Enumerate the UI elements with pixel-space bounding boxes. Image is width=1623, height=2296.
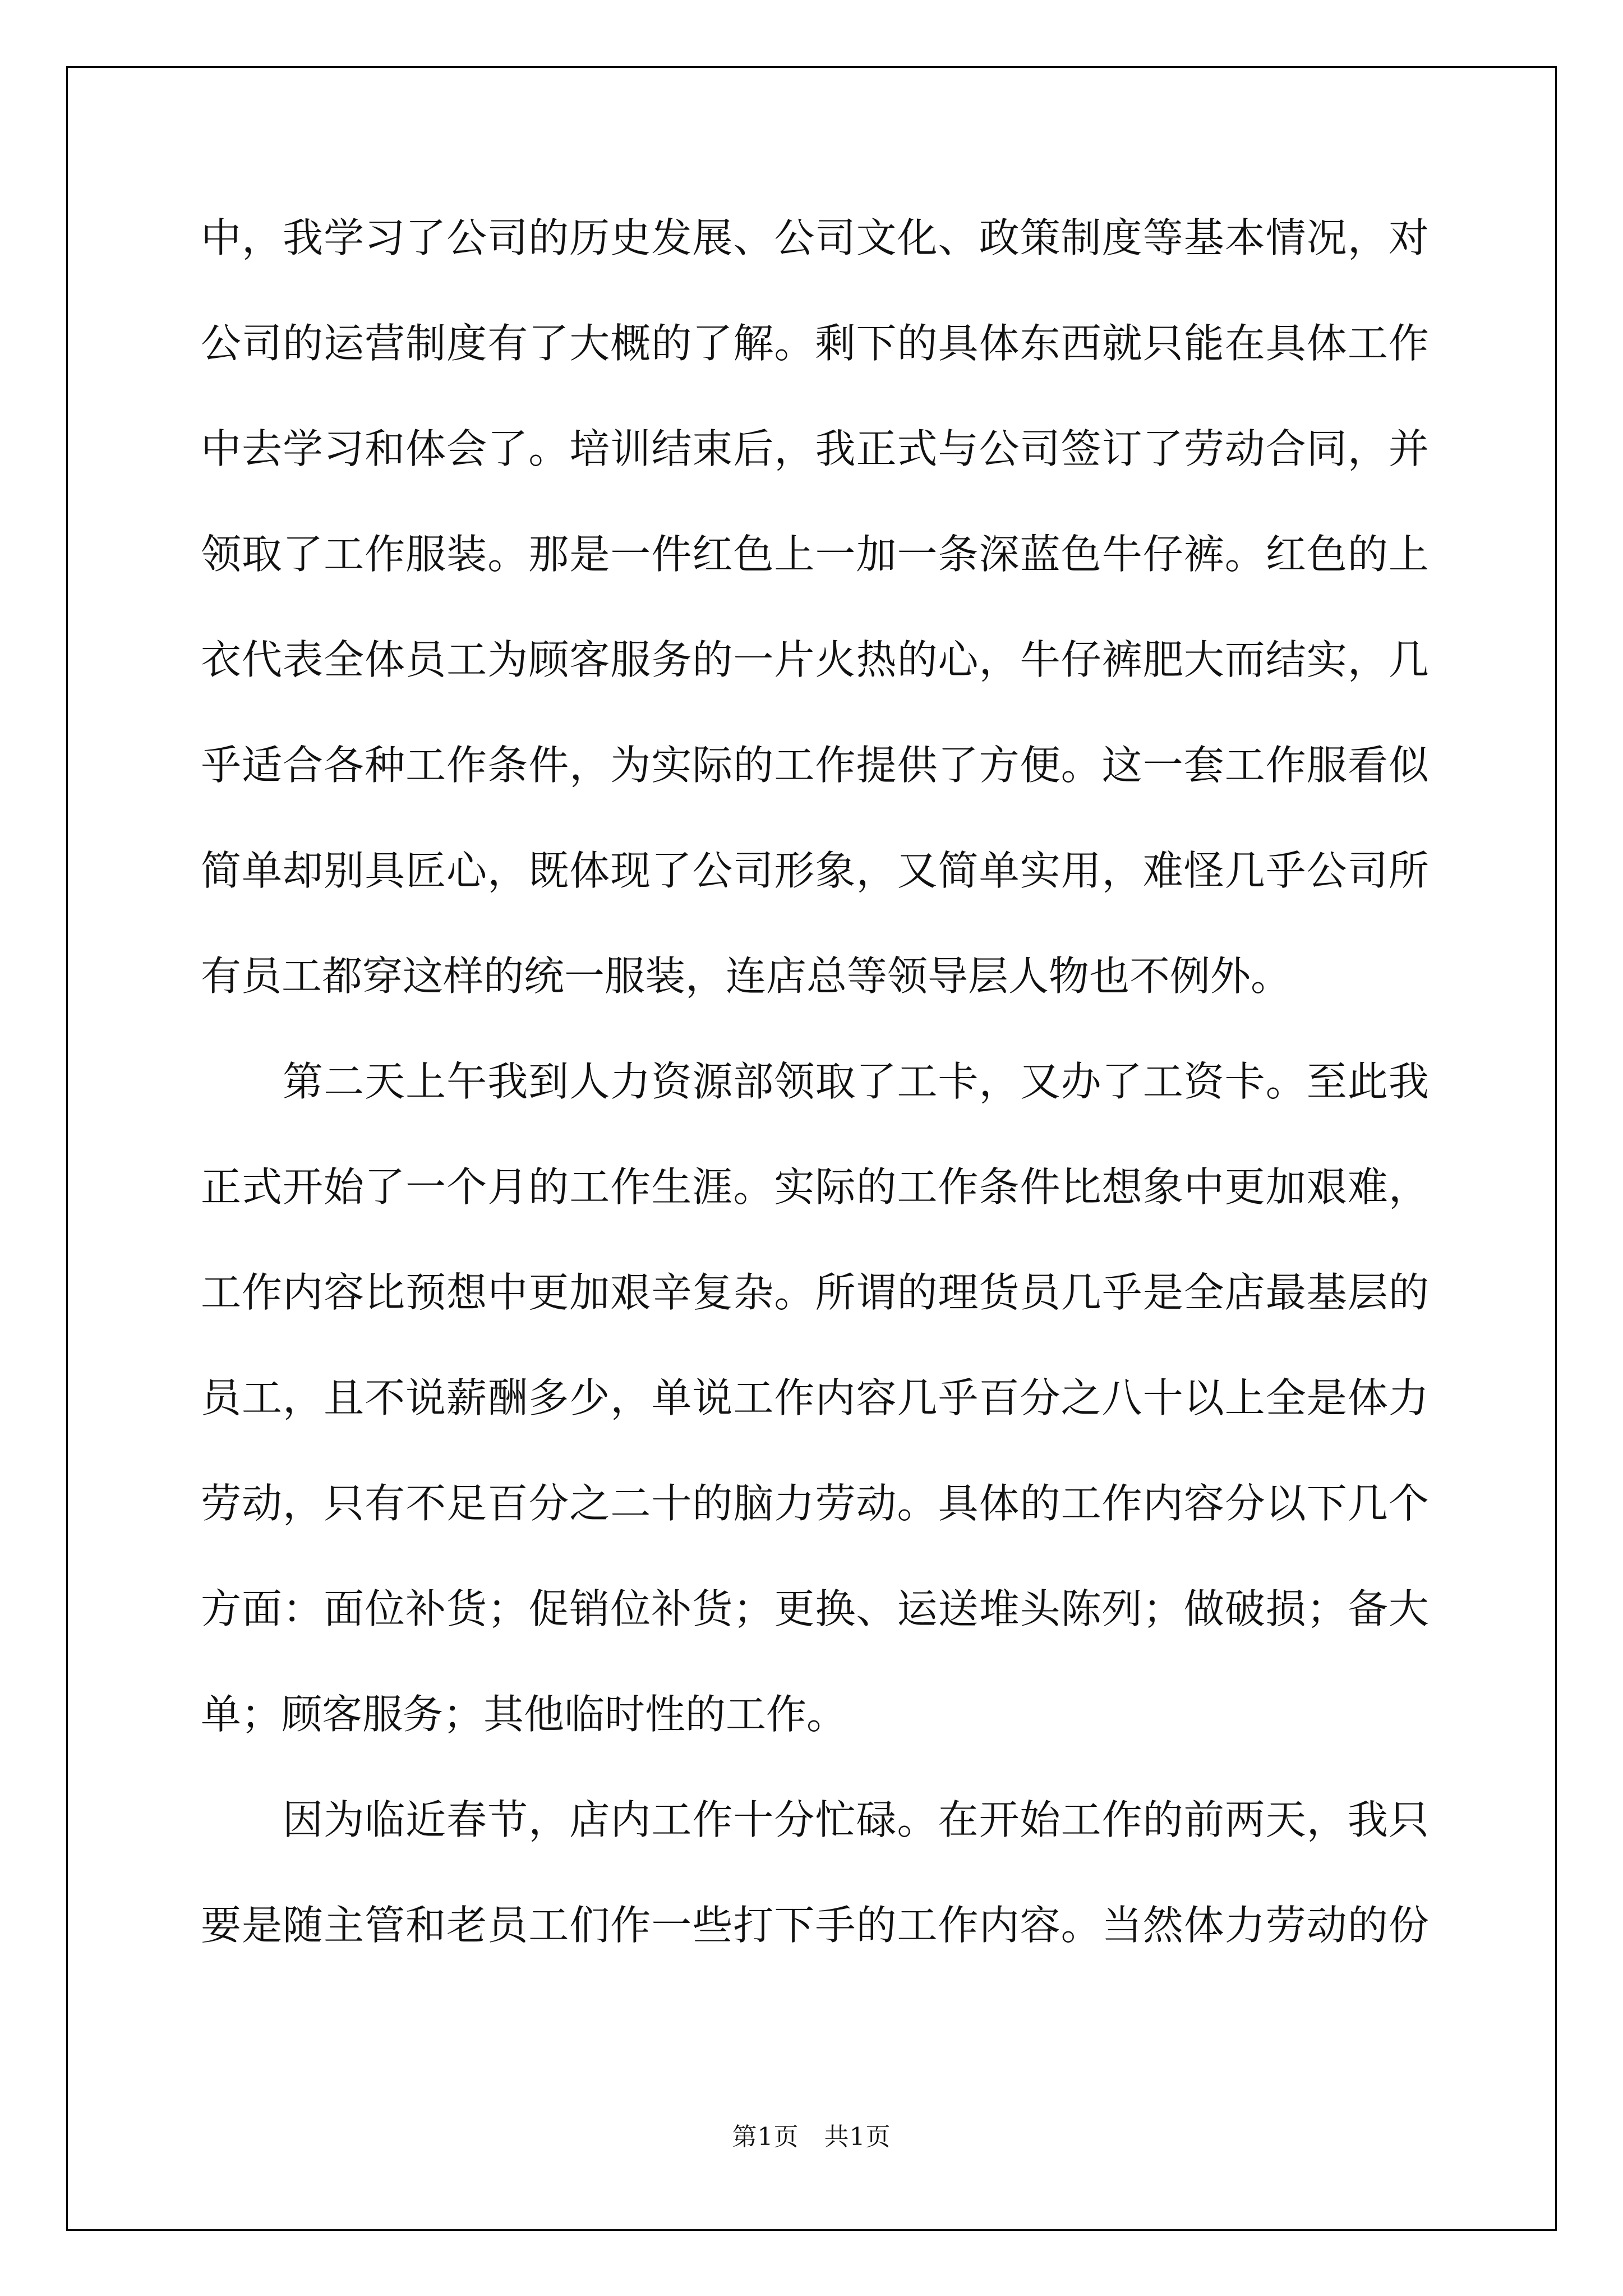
text-line-4: [201, 531, 1430, 639]
text-line-17: [201, 1902, 1430, 2010]
text-line-16: [201, 1796, 1430, 1905]
text-line-10: [201, 1163, 1430, 1272]
text-line-11-content: 工作内容比预想中更加艰辛复杂。所谓的理货员几乎是全店最基层的: [201, 1269, 1430, 1316]
text-line-1: [201, 214, 1430, 323]
text-line-13-content: 劳动，只有不足百分之二十的脑力劳动。具体的工作内容分以下几个: [201, 1480, 1430, 1527]
text-line-8-content: 有员工都穿这样的统一服装，连店总等领导层人物也不例外。: [201, 953, 1292, 1000]
text-line-15-content: 单；顾客服务；其他临时性的工作。: [201, 1691, 847, 1738]
text-line-13: [201, 1480, 1430, 1589]
text-line-11: [201, 1269, 1430, 1378]
text-line-3-content: 中去学习和体会了。培训结束后，我正式与公司签订了劳动合同，并: [201, 425, 1430, 472]
text-line-10-content: 正式开始了一个月的工作生涯。实际的工作条件比想象中更加艰难，: [201, 1163, 1430, 1211]
text-line-2-content: 公司的运营制度有了大概的了解。剩下的具体东西就只能在具体工作: [201, 320, 1430, 367]
text-line-15: [201, 1691, 1429, 1800]
text-line-14: [201, 1585, 1430, 1694]
text-line-9: [201, 1058, 1430, 1167]
text-line-7-content: 简单却别具匠心，既体现了公司形象，又简单实用，难怪几乎公司所: [201, 847, 1430, 894]
text-line-16-content: 因为临近春节，店内工作十分忙碌。在开始工作的前两天，我只: [201, 1796, 1430, 1843]
text-line-7: [201, 847, 1430, 956]
text-line-2: [201, 320, 1430, 429]
text-line-9-content: 第二天上午我到人力资源部领取了工卡，又办了工资卡。至此我: [201, 1058, 1430, 1105]
text-line-8: [201, 953, 1429, 1061]
text-line-5: [201, 636, 1430, 745]
text-line-5-content: 衣代表全体员工为顾客服务的一片火热的心，牛仔裤肥大而结实，几: [201, 636, 1430, 683]
text-line-12-content: 员工，且不说薪酬多少，单说工作内容几乎百分之八十以上全是体力: [201, 1374, 1430, 1421]
text-line-1-content: 中，我学习了公司的历史发展、公司文化、政策制度等基本情况，对: [201, 214, 1430, 261]
text-line-6-content: 乎适合各种工作条件，为实际的工作提供了方便。这一套工作服看似: [201, 742, 1430, 789]
page-footer: 第1页 共1页: [732, 2123, 891, 2151]
text-line-12: [201, 1374, 1430, 1483]
text-line-4-content: 领取了工作服装。那是一件红色上一加一条深蓝色牛仔裤。红色的上: [201, 531, 1430, 578]
text-line-14-content: 方面：面位补货；促销位补货；更换、运送堆头陈列；做破损；备大: [201, 1585, 1430, 1632]
text-line-6: [201, 742, 1430, 850]
text-line-17-content: 要是随主管和老员工们作一些打下手的工作内容。当然体力劳动的份: [201, 1902, 1430, 1949]
text-line-3: [201, 425, 1430, 534]
body-text: [201, 214, 1430, 2010]
